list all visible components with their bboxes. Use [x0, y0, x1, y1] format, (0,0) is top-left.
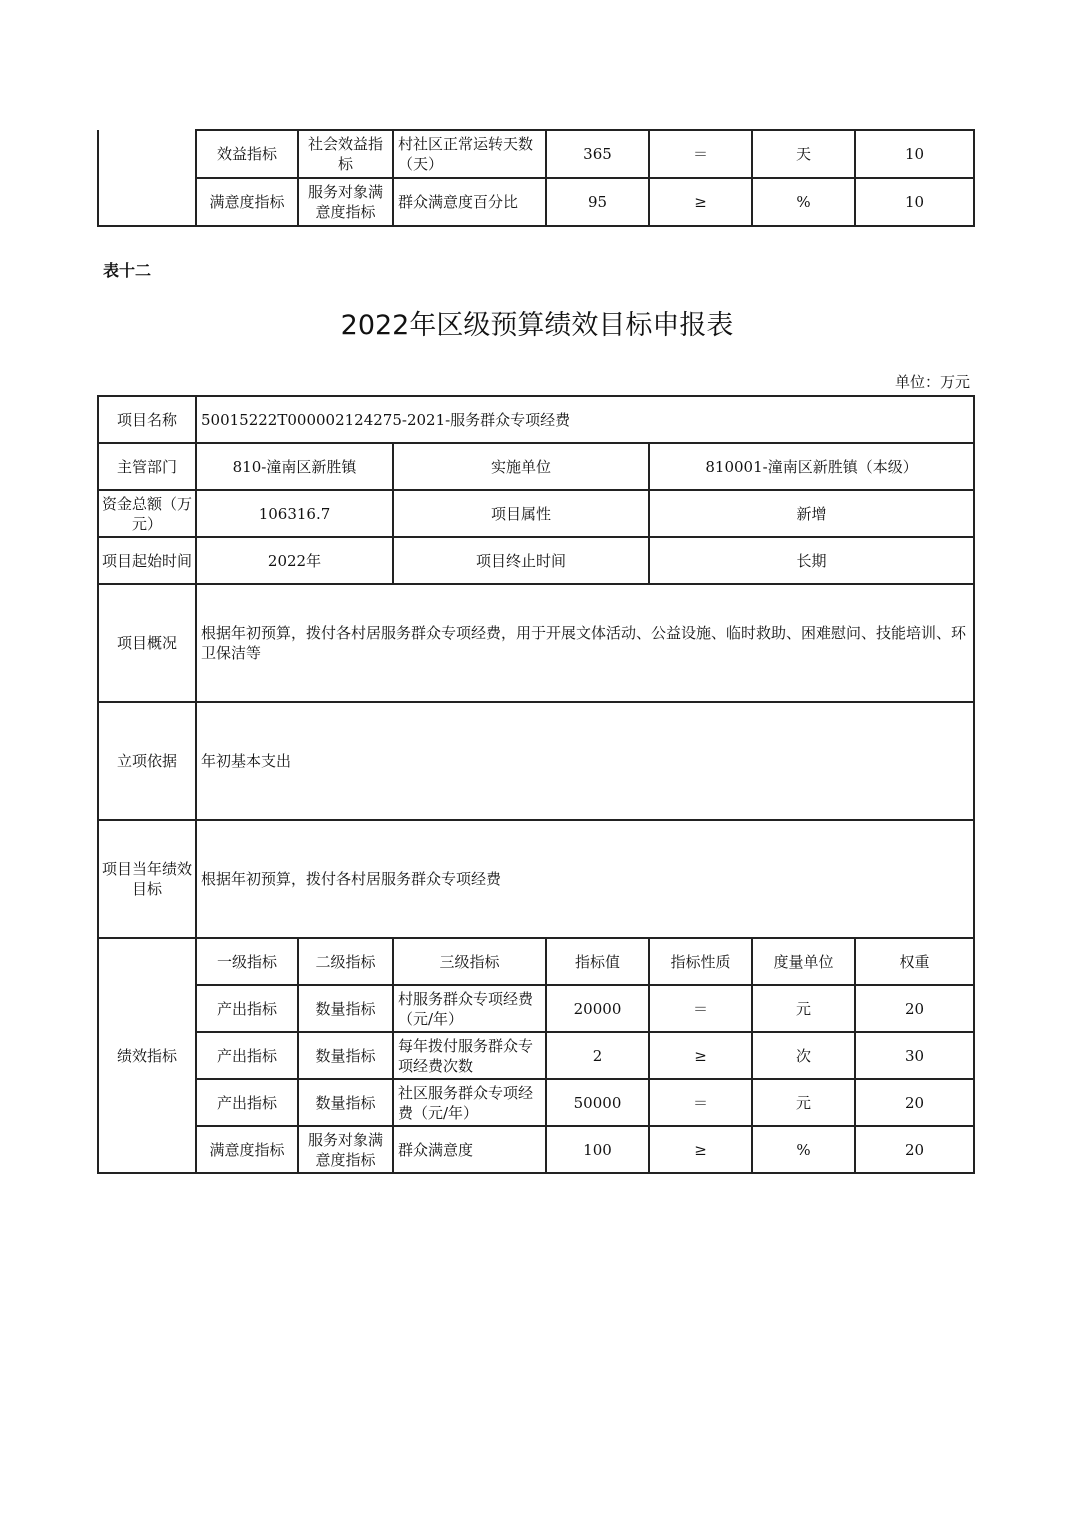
goal-label: 项目当年绩效目标 — [98, 820, 196, 938]
cell-level3: 群众满意度百分比 — [393, 178, 546, 226]
cell-unit: 元 — [752, 985, 855, 1032]
table-row — [98, 178, 974, 226]
cell-unit: % — [752, 1126, 855, 1173]
cell-value: 365 — [546, 130, 649, 178]
table-row — [98, 985, 974, 1032]
cell-nature: ≥ — [649, 178, 752, 226]
table-header-row — [98, 938, 974, 985]
cell-weight: 20 — [855, 1079, 974, 1126]
cell-value: 50000 — [546, 1079, 649, 1126]
funds-label: 资金总额（万元） — [98, 490, 196, 537]
cell-nature: ＝ — [649, 985, 752, 1032]
header-unit: 度量单位 — [752, 938, 855, 985]
cell-level3: 村服务群众专项经费（元/年） — [393, 985, 546, 1032]
cell-level3: 群众满意度 — [393, 1126, 546, 1173]
header-nature: 指标性质 — [649, 938, 752, 985]
table-row — [98, 537, 974, 584]
cell-level3: 社区服务群众专项经费（元/年） — [393, 1079, 546, 1126]
cell-level3: 村社区正常运转天数（天） — [393, 130, 546, 178]
table-row — [98, 1126, 974, 1173]
impl-label: 实施单位 — [393, 443, 649, 490]
cell-unit: % — [752, 178, 855, 226]
cell-weight: 30 — [855, 1032, 974, 1079]
cell-level2: 服务对象满意度指标 — [298, 178, 393, 226]
impl-value: 810001-潼南区新胜镇（本级） — [649, 443, 974, 490]
attr-value: 新增 — [649, 490, 974, 537]
table-number-label: 表十二 — [103, 261, 152, 280]
cell-level2: 数量指标 — [298, 1079, 393, 1126]
cell-value: 2 — [546, 1032, 649, 1079]
cell-nature: ＝ — [649, 130, 752, 178]
funds-value: 106316.7 — [196, 490, 393, 537]
cell-level1: 效益指标 — [196, 130, 298, 178]
cell-weight: 20 — [855, 985, 974, 1032]
cell-value: 95 — [546, 178, 649, 226]
cell-level2: 社会效益指标 — [298, 130, 393, 178]
cell-weight: 10 — [855, 130, 974, 178]
start-label: 项目起始时间 — [98, 537, 196, 584]
end-value: 长期 — [649, 537, 974, 584]
cell-unit: 元 — [752, 1079, 855, 1126]
table-row — [98, 1032, 974, 1079]
cell-level1: 满意度指标 — [196, 178, 298, 226]
cell-level1: 产出指标 — [196, 1032, 298, 1079]
end-label: 项目终止时间 — [393, 537, 649, 584]
header-level3: 三级指标 — [393, 938, 546, 985]
basis-label: 立项依据 — [98, 702, 196, 820]
table-row — [98, 702, 974, 820]
continued-indicator-table — [97, 129, 975, 227]
cell-unit: 天 — [752, 130, 855, 178]
table-row — [98, 396, 974, 443]
cell-weight: 10 — [855, 178, 974, 226]
page-title: 2022年区级预算绩效目标申报表 — [340, 310, 734, 341]
header-level2: 二级指标 — [298, 938, 393, 985]
cell-level1: 产出指标 — [196, 985, 298, 1032]
table-row — [98, 443, 974, 490]
goal-value: 根据年初预算，拨付各村居服务群众专项经费 — [196, 820, 974, 938]
cell-level3: 每年拨付服务群众专项经费次数 — [393, 1032, 546, 1079]
cell-value: 100 — [546, 1126, 649, 1173]
cell-level1: 产出指标 — [196, 1079, 298, 1126]
header-value: 指标值 — [546, 938, 649, 985]
project-name-value: 50015222T000002124275-2021-服务群众专项经费 — [196, 396, 974, 443]
header-weight: 权重 — [855, 938, 974, 985]
header-level1: 一级指标 — [196, 938, 298, 985]
basis-value: 年初基本支出 — [196, 702, 974, 820]
table-row — [98, 584, 974, 702]
budget-declaration-table — [97, 395, 975, 1174]
unit-label: 单位：万元 — [894, 373, 970, 391]
cell-nature: ≥ — [649, 1032, 752, 1079]
dept-label: 主管部门 — [98, 443, 196, 490]
table-row — [98, 820, 974, 938]
overview-label: 项目概况 — [98, 584, 196, 702]
attr-label: 项目属性 — [393, 490, 649, 537]
cell-weight: 20 — [855, 1126, 974, 1173]
cell-nature: ＝ — [649, 1079, 752, 1126]
cell-level2: 服务对象满意度指标 — [298, 1126, 393, 1173]
cell-level2: 数量指标 — [298, 1032, 393, 1079]
cell-level2: 数量指标 — [298, 985, 393, 1032]
start-value: 2022年 — [196, 537, 393, 584]
cell-nature: ≥ — [649, 1126, 752, 1173]
perf-label: 绩效指标 — [98, 938, 196, 1173]
table-row — [98, 130, 974, 178]
project-name-label: 项目名称 — [98, 396, 196, 443]
table-row — [98, 1079, 974, 1126]
table-row — [98, 490, 974, 537]
dept-value: 810-潼南区新胜镇 — [196, 443, 393, 490]
cell-value: 20000 — [546, 985, 649, 1032]
overview-value: 根据年初预算，拨付各村居服务群众专项经费，用于开展文体活动、公益设施、临时救助、困难慰问、技能培训、环卫保洁等 — [196, 584, 974, 702]
empty-cell — [98, 130, 196, 226]
cell-level1: 满意度指标 — [196, 1126, 298, 1173]
cell-unit: 次 — [752, 1032, 855, 1079]
